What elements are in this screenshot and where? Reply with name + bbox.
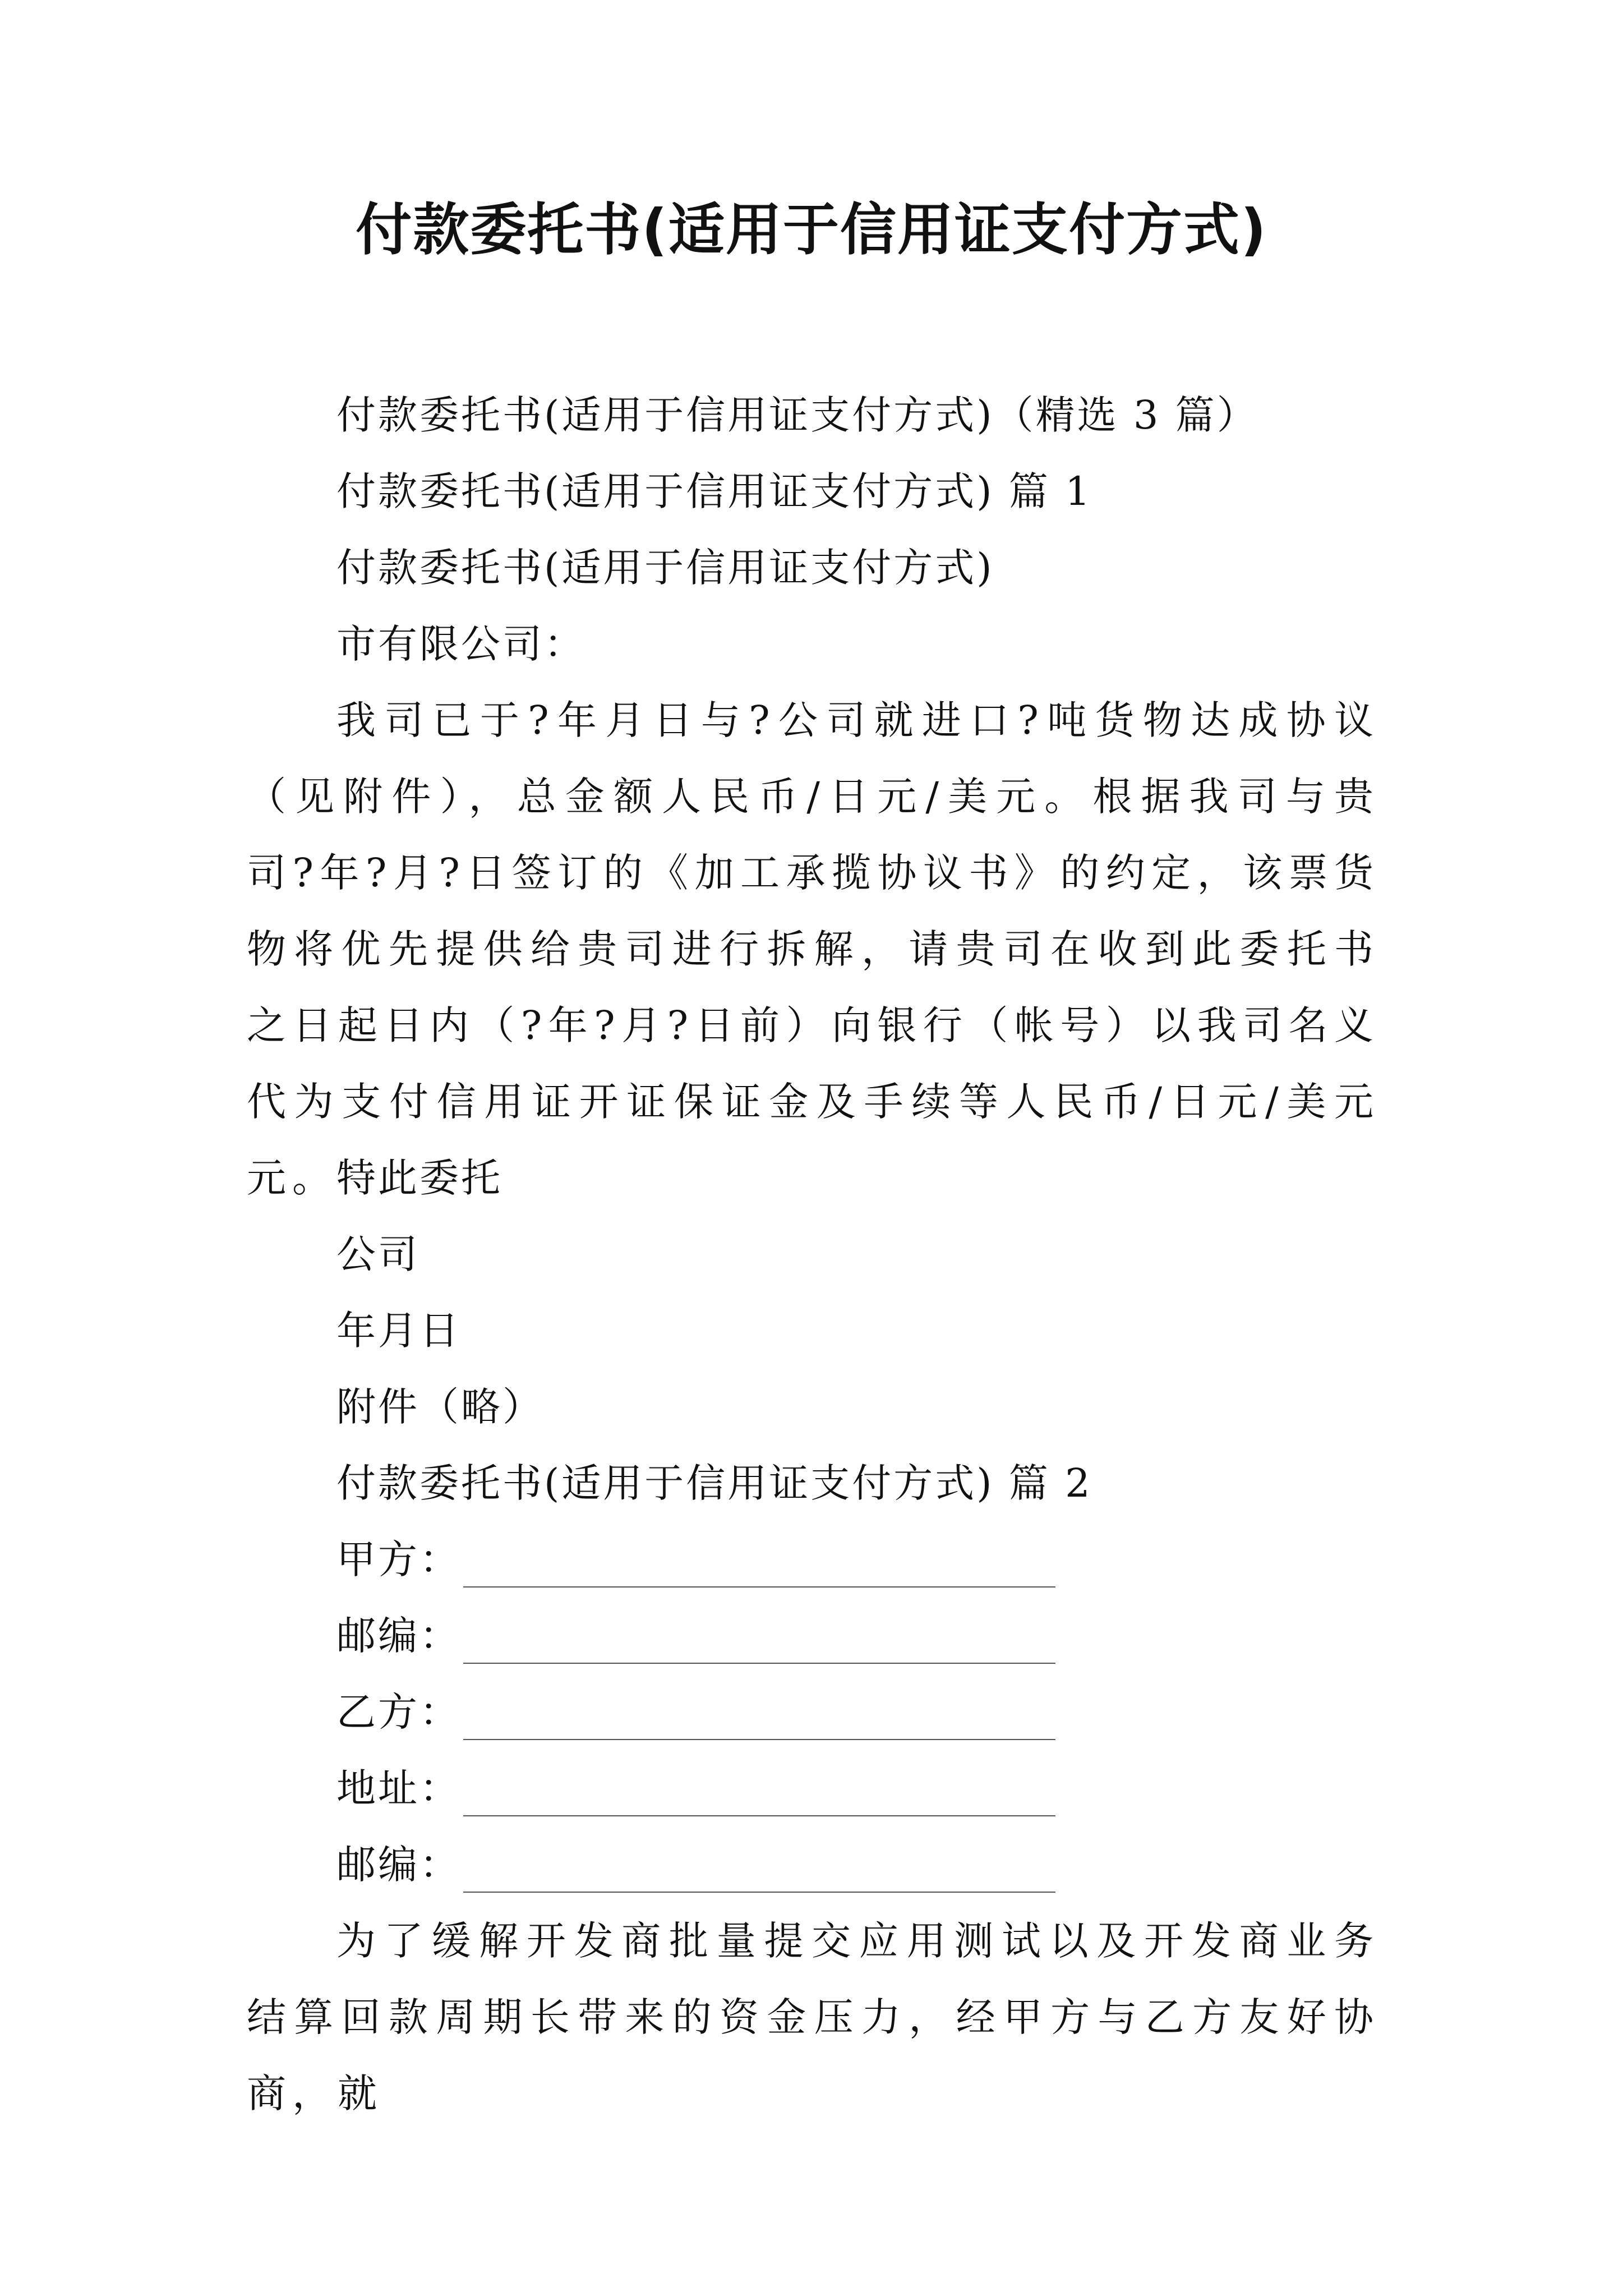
address-field — [336, 1760, 1066, 1822]
party-b-blank-line — [463, 1739, 1055, 1740]
section1-doc-title: 付款委托书(适用于信用证支付方式) — [336, 545, 994, 591]
party-a-field — [336, 1531, 1066, 1593]
section1-addressee: 市有限公司： — [336, 621, 585, 667]
postcode-b-field — [336, 1837, 1066, 1898]
section1-attachment: 附件（略） — [336, 1384, 544, 1430]
postcode-a-blank-line — [463, 1663, 1055, 1664]
section2-body: 为了缓解开发商批量提交应用测试以及开发商业务结算回款周期长带来的资金压力，经甲方与乙方友好协商，就 — [247, 1918, 1380, 2116]
party-a-label: 甲方： — [336, 1536, 461, 1582]
section1-date: 年月日 — [336, 1308, 461, 1354]
party-b-field — [336, 1684, 1066, 1746]
address-label: 地址： — [336, 1765, 461, 1811]
section1-company: 公司 — [336, 1231, 419, 1277]
document-subtitle: 付款委托书(适用于信用证支付方式)（精选 3 篇） — [336, 392, 1258, 438]
section1-closing: 特此委托 — [336, 1155, 502, 1201]
postcode-b-blank-line — [463, 1892, 1055, 1893]
document-title: 付款委托书(适用于信用证支付方式) — [356, 197, 1267, 263]
address-blank-line — [463, 1815, 1055, 1816]
postcode-a-field — [336, 1608, 1066, 1669]
section1-body: 我司已于?年月日与?公司就进口?吨货物达成协议（见附件），总金额人民币/日元/美元。根据我司与贵司?年?月?日签订的《加工承揽协议书》的约定，该票货物将优先提供给贵司进行拆解，请贵司在收到此委托书之日起日内（?年?月?日前）向银行（帐号）以我司名义代为支付信用证开证保证金及手续等人民币/日元/美元元。 — [247, 697, 1380, 1201]
party-a-blank-line — [463, 1586, 1055, 1588]
postcode-a-label: 邮编： — [336, 1613, 461, 1659]
party-b-label: 乙方： — [336, 1689, 461, 1735]
section2-heading: 付款委托书(适用于信用证支付方式) 篇 2 — [336, 1460, 1092, 1506]
section1-heading: 付款委托书(适用于信用证支付方式) 篇 1 — [336, 468, 1092, 514]
postcode-b-label: 邮编： — [336, 1842, 461, 1888]
